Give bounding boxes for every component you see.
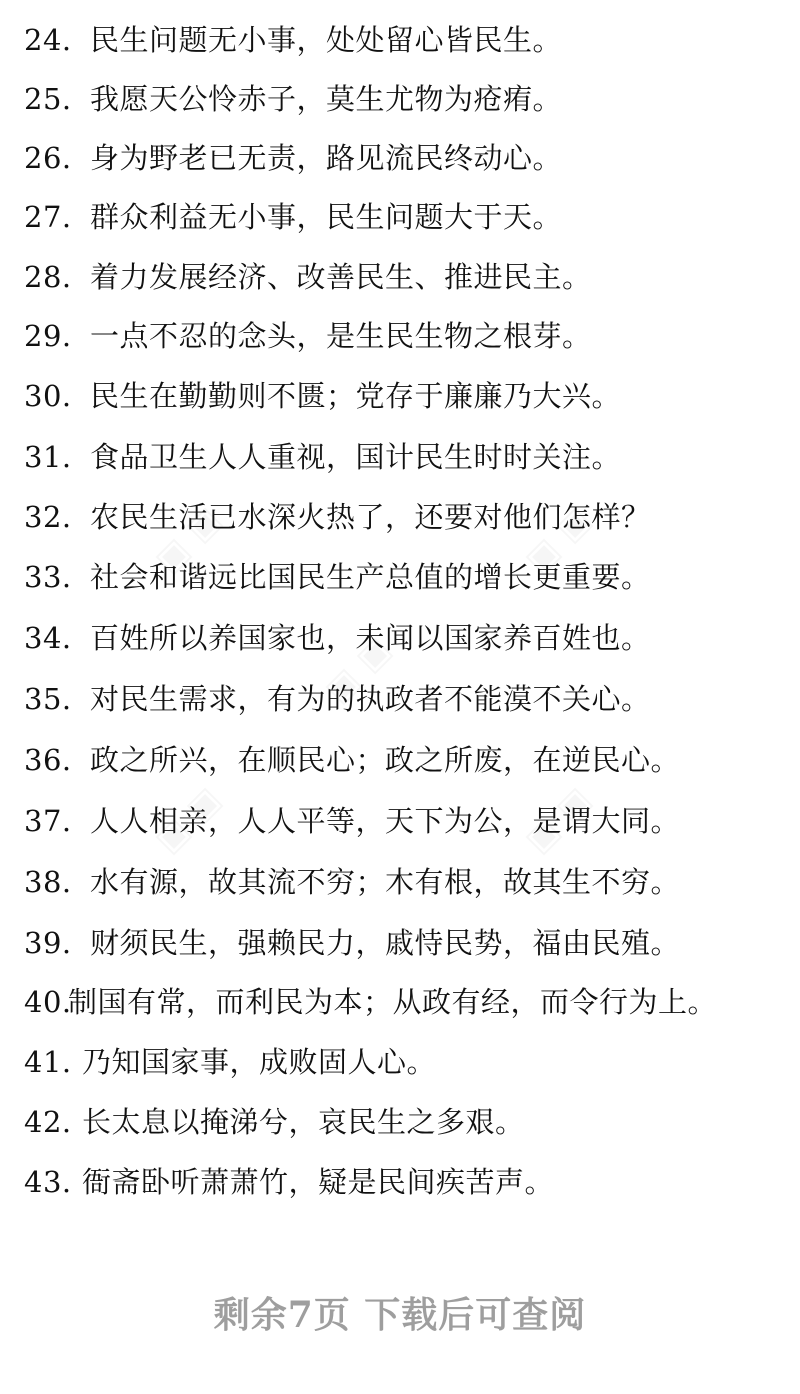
item-number: 35. [24, 682, 72, 716]
item-text: 着力发展经济、改善民生、推进民主。 [90, 260, 592, 294]
item-text: 食品卫生人人重视，国计民生时时关注。 [90, 440, 622, 474]
item-text: 水有源，故其流不穷；木有根，故其生不穷。 [90, 865, 681, 899]
item-text: 社会和谐远比国民生产总值的增长更重要。 [90, 560, 651, 594]
list-item [24, 257, 800, 297]
item-number: 31. [24, 440, 72, 474]
download-prompt[interactable]: 剩余7页 下载后可查阅 [213, 1294, 587, 1336]
item-number: 27. [24, 200, 72, 234]
item-number: 32. [24, 500, 72, 534]
item-text: 身为野老已无责，路见流民终动心。 [90, 141, 563, 175]
item-text: 百姓所以养国家也，未闻以国家养百姓也。 [90, 621, 651, 655]
list-item [24, 1042, 800, 1082]
item-number: 36. [24, 743, 72, 777]
item-number: 41. [24, 1045, 72, 1079]
item-text: 一点不忍的念头，是生民生物之根芽。 [90, 319, 592, 353]
list-item [24, 1162, 800, 1202]
list-item [24, 79, 800, 119]
item-text: 群众利益无小事，民生问题大于天。 [90, 200, 563, 234]
item-text: 财须民生，强赖民力，戚恃民势，福由民殖。 [90, 926, 681, 960]
item-text: 对民生需求，有为的执政者不能漠不关心。 [90, 682, 651, 716]
item-text: 制国有常，而利民为本；从政有经，而令行为上。 [68, 985, 718, 1019]
list-item [24, 679, 800, 719]
item-number: 33. [24, 560, 72, 594]
list-item [24, 376, 800, 416]
item-text: 民生在勤勤则不匮；党存于廉廉乃大兴。 [90, 379, 622, 413]
list-item [24, 20, 800, 60]
item-text: 衙斋卧听萧萧竹，疑是民间疾苦声。 [82, 1165, 555, 1199]
item-number: 37. [24, 804, 72, 838]
list-item [24, 982, 800, 1022]
list-item [24, 197, 800, 237]
item-number: 40. [24, 985, 72, 1019]
item-number: 43. [24, 1165, 72, 1199]
item-number: 34. [24, 621, 72, 655]
item-number: 29. [24, 319, 72, 353]
item-text: 我愿天公怜赤子，莫生尤物为疮痏。 [90, 82, 563, 116]
item-text: 乃知国家事，成败固人心。 [82, 1045, 437, 1079]
item-text: 人人相亲，人人平等，天下为公，是谓大同。 [90, 804, 681, 838]
list-item [24, 801, 800, 841]
list-item [24, 138, 800, 178]
item-text: 政之所兴，在顺民心；政之所废，在逆民心。 [90, 743, 681, 777]
list-item [24, 497, 800, 537]
list-item [24, 923, 800, 963]
list-item [24, 862, 800, 902]
list-item [24, 557, 800, 597]
list-item [24, 618, 800, 658]
item-number: 38. [24, 865, 72, 899]
item-number: 26. [24, 141, 72, 175]
item-number: 42. [24, 1105, 72, 1139]
list-item [24, 316, 800, 356]
item-number: 39. [24, 926, 72, 960]
item-number: 30. [24, 379, 72, 413]
list-item [24, 1102, 800, 1142]
item-text: 农民生活已水深火热了，还要对他们怎样？ [90, 500, 651, 534]
item-number: 25. [24, 82, 72, 116]
item-text: 民生问题无小事，处处留心皆民生。 [90, 23, 563, 57]
list-item [24, 437, 800, 477]
item-number: 24. [24, 23, 72, 57]
item-text: 长太息以掩涕兮，哀民生之多艰。 [82, 1105, 525, 1139]
list-item [24, 740, 800, 780]
item-number: 28. [24, 260, 72, 294]
